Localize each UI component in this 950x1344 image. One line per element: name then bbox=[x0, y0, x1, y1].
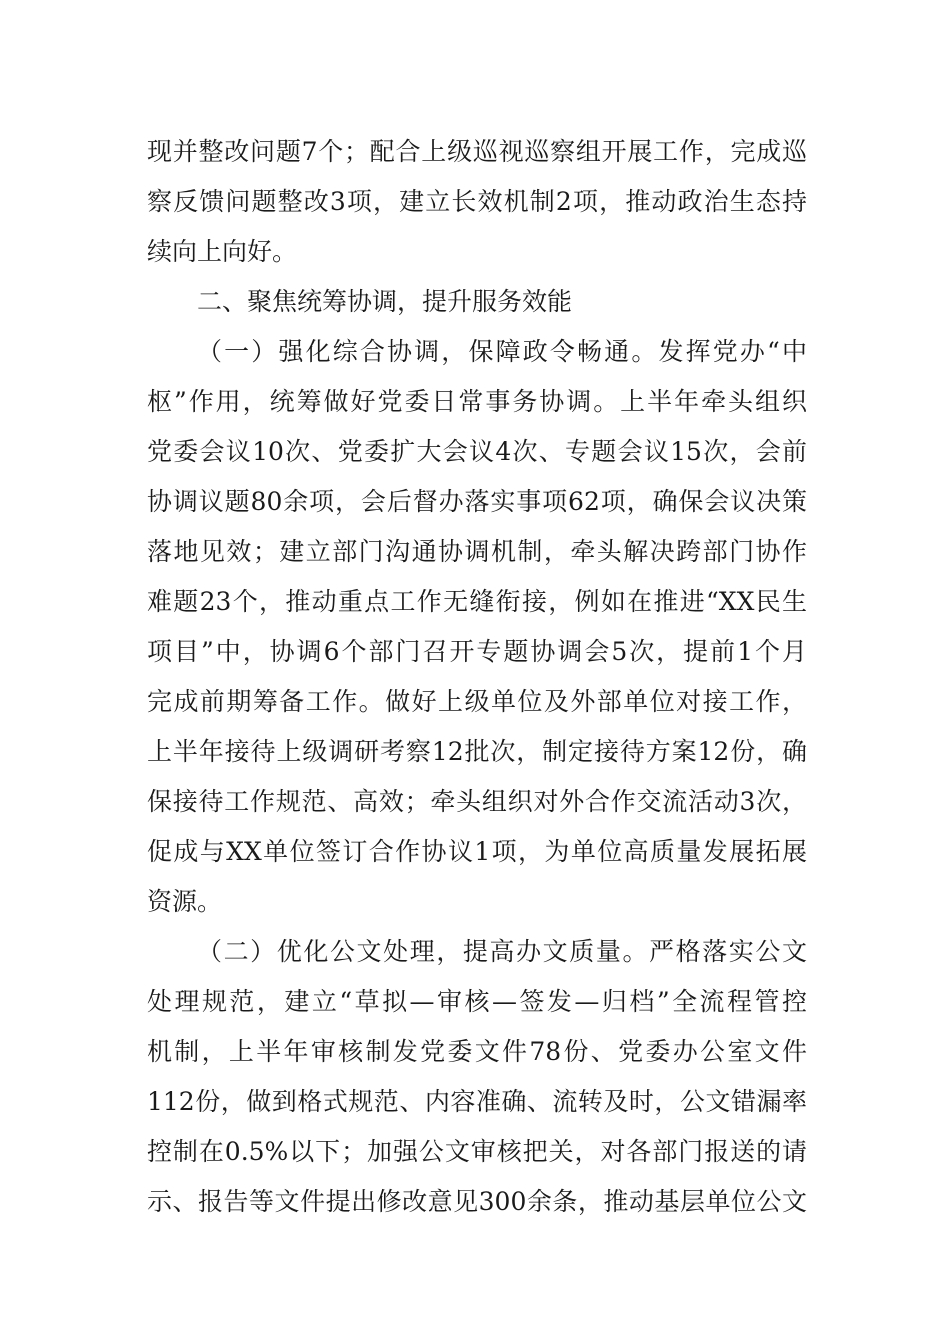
text-line-21: 控制在0.5%以下；加强公文审核把关，对各部门报送的请 bbox=[147, 1137, 807, 1166]
text-line-15: 促成与XX单位签订合作协议1项，为单位高质量发展拓展 bbox=[147, 837, 807, 866]
subsection-heading-1: （一）强化综合协调，保障政令畅通。发挥党办“中 bbox=[197, 337, 807, 366]
text-line-20: 112份，做到格式规范、内容准确、流转及时，公文错漏率 bbox=[147, 1087, 807, 1116]
text-line-1: 现并整改问题7个；配合上级巡视巡察组开展工作，完成巡 bbox=[147, 137, 807, 166]
text-line-2: 察反馈问题整改3项，建立长效机制2项，推动政治生态持 bbox=[147, 187, 807, 216]
text-line-19: 机制，上半年审核制发党委文件78份、党委办公室文件 bbox=[147, 1037, 807, 1066]
text-line-6: 枢”作用，统筹做好党委日常事务协调。上半年牵头组织 bbox=[147, 387, 807, 416]
text-line-3: 续向上向好。 bbox=[147, 237, 298, 266]
text-line-11: 项目”中，协调6个部门召开专题协调会5次，提前1个月 bbox=[147, 637, 807, 666]
text-line-22: 示、报告等文件提出修改意见300余条，推动基层单位公文 bbox=[147, 1187, 807, 1216]
text-line-16: 资源。 bbox=[147, 887, 223, 916]
text-line-9: 落地见效；建立部门沟通协调机制，牵头解决跨部门协作 bbox=[147, 537, 807, 566]
text-line-13: 上半年接待上级调研考察12批次，制定接待方案12份，确 bbox=[147, 737, 807, 766]
text-line-10: 难题23个，推动重点工作无缝衔接，例如在推进“XX民生 bbox=[147, 587, 807, 616]
text-line-12: 完成前期筹备工作。做好上级单位及外部单位对接工作， bbox=[147, 687, 807, 716]
section-heading: 二、聚焦统筹协调，提升服务效能 bbox=[197, 287, 573, 316]
text-line-18: 处理规范，建立“草拟—审核—签发—归档”全流程管控 bbox=[147, 987, 807, 1016]
text-line-14: 保接待工作规范、高效；牵头组织对外合作交流活动3次， bbox=[147, 787, 807, 816]
text-line-7: 党委会议10次、党委扩大会议4次、专题会议15次，会前 bbox=[147, 437, 807, 466]
text-line-8: 协调议题80余项，会后督办落实事项62项，确保会议决策 bbox=[147, 487, 807, 516]
subsection-heading-2: （二）优化公文处理，提高办文质量。严格落实公文 bbox=[197, 937, 807, 966]
